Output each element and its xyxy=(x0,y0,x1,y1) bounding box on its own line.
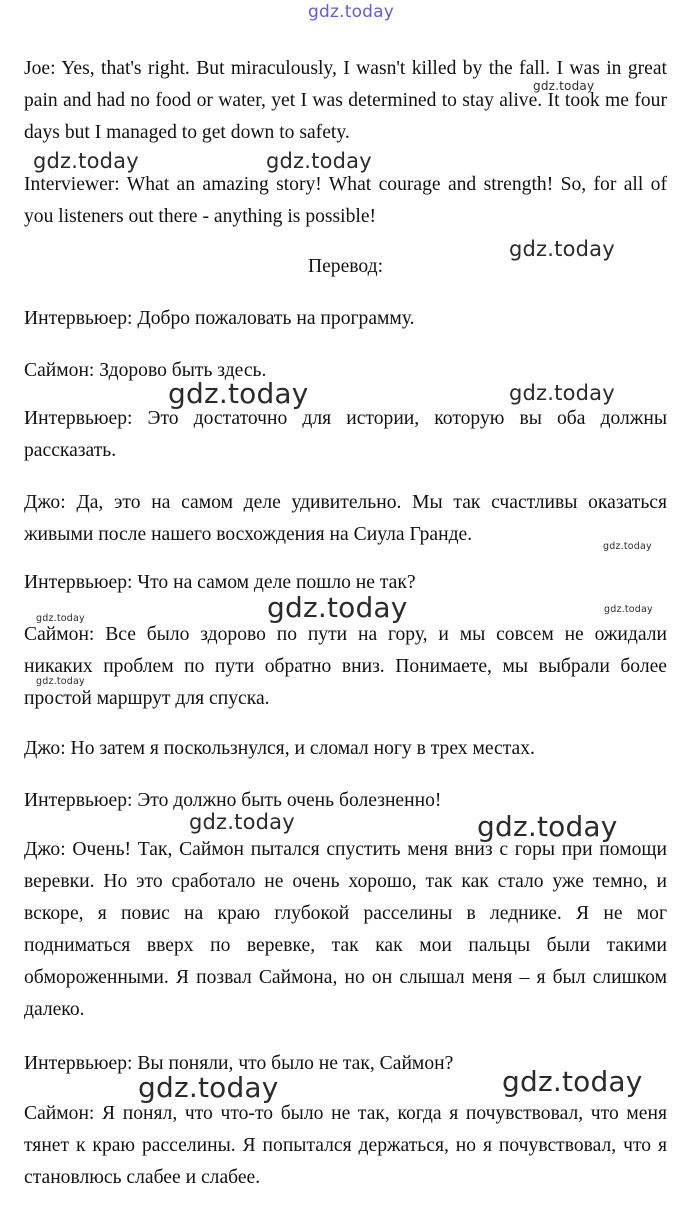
paragraph-simon-great: Саймон: Здорово быть здесь. xyxy=(24,360,267,381)
paragraph-simon-crevasse: Саймон: Я понял, что что-то было не так, когда я почувствовал, что меня тянет к краю расселины. Я попытался держаться, но я почувствовал, что я становлюсь слабее и слабее. xyxy=(24,1103,667,1188)
paragraph-interviewer-story: Интервьюер: Это достаточно для истории, которую вы оба должны рассказать. xyxy=(24,408,667,461)
watermark: gdz.today xyxy=(189,810,295,834)
watermark: gdz.today xyxy=(477,810,618,843)
watermark: gdz.today xyxy=(168,377,309,410)
paragraph-interviewer-simon: Интервьюер: Вы поняли, что было не так, Саймон? xyxy=(24,1053,454,1074)
watermark-top: gdz.today xyxy=(308,2,395,22)
paragraph-simon-route: Саймон: Все было здорово по пути на гору, и мы совсем не ожидали никаких проблем по пути обратно вниз. Понимаете, мы выбрали более простой маршрут для спуска. xyxy=(24,624,667,709)
paragraph-joe-rope: Джо: Очень! Так, Саймон пытался спустить меня вниз с горы при помощи веревки. Но это сработало не очень хорошо, так как стало уже темно, и вскоре, я повис на краю глубокой расселины в леднике. Я не мог подниматься вверх по веревке, так как мои пальцы были такими обмороженными. Я позвал Саймона, но он слышал меня – я был слишком далеко. xyxy=(24,839,667,1020)
watermark: gdz.today xyxy=(502,1065,643,1098)
paragraph-interviewer-amazing: Interviewer: What an amazing story! What courage and strength! So, for all of you listeners out there - anything is possible! xyxy=(24,174,667,227)
watermark: gdz.today xyxy=(604,604,653,615)
watermark: gdz.today xyxy=(33,149,139,173)
paragraph-interviewer-welcome: Интервьюер: Добро пожаловать на программу. xyxy=(24,308,415,329)
watermark: gdz.today xyxy=(267,591,408,624)
paragraph-interviewer-painful: Интервьюер: Это должно быть очень болезненно! xyxy=(24,790,442,811)
paragraph-interviewer-what-wrong: Интервьюер: Что на самом деле пошло не так? xyxy=(24,572,416,593)
watermark: gdz.today xyxy=(36,613,85,624)
watermark: gdz.today xyxy=(138,1071,279,1104)
paragraph-joe-fall: Joe: Yes, that's right. But miraculously, I wasn't killed by the fall. I was in great pain and had no food or water, yet I was determined to stay alive. It took me four days but I managed to get down to safety. xyxy=(24,58,667,143)
paragraph-joe-slipped: Джо: Но затем я поскользнулся, и сломал ногу в трех местах. xyxy=(24,738,535,759)
translation-heading: Перевод: xyxy=(307,256,384,277)
watermark: gdz.today xyxy=(266,149,372,173)
watermark: gdz.today xyxy=(603,541,652,552)
watermark: gdz.today xyxy=(533,79,595,93)
watermark: gdz.today xyxy=(36,676,85,687)
watermark: gdz.today xyxy=(509,237,615,261)
paragraph-joe-amazing: Джо: Да, это на самом деле удивительно. Мы так счастливы оказаться живыми после нашего восхождения на Сиула Гранде. xyxy=(24,492,667,545)
watermark: gdz.today xyxy=(509,381,615,405)
